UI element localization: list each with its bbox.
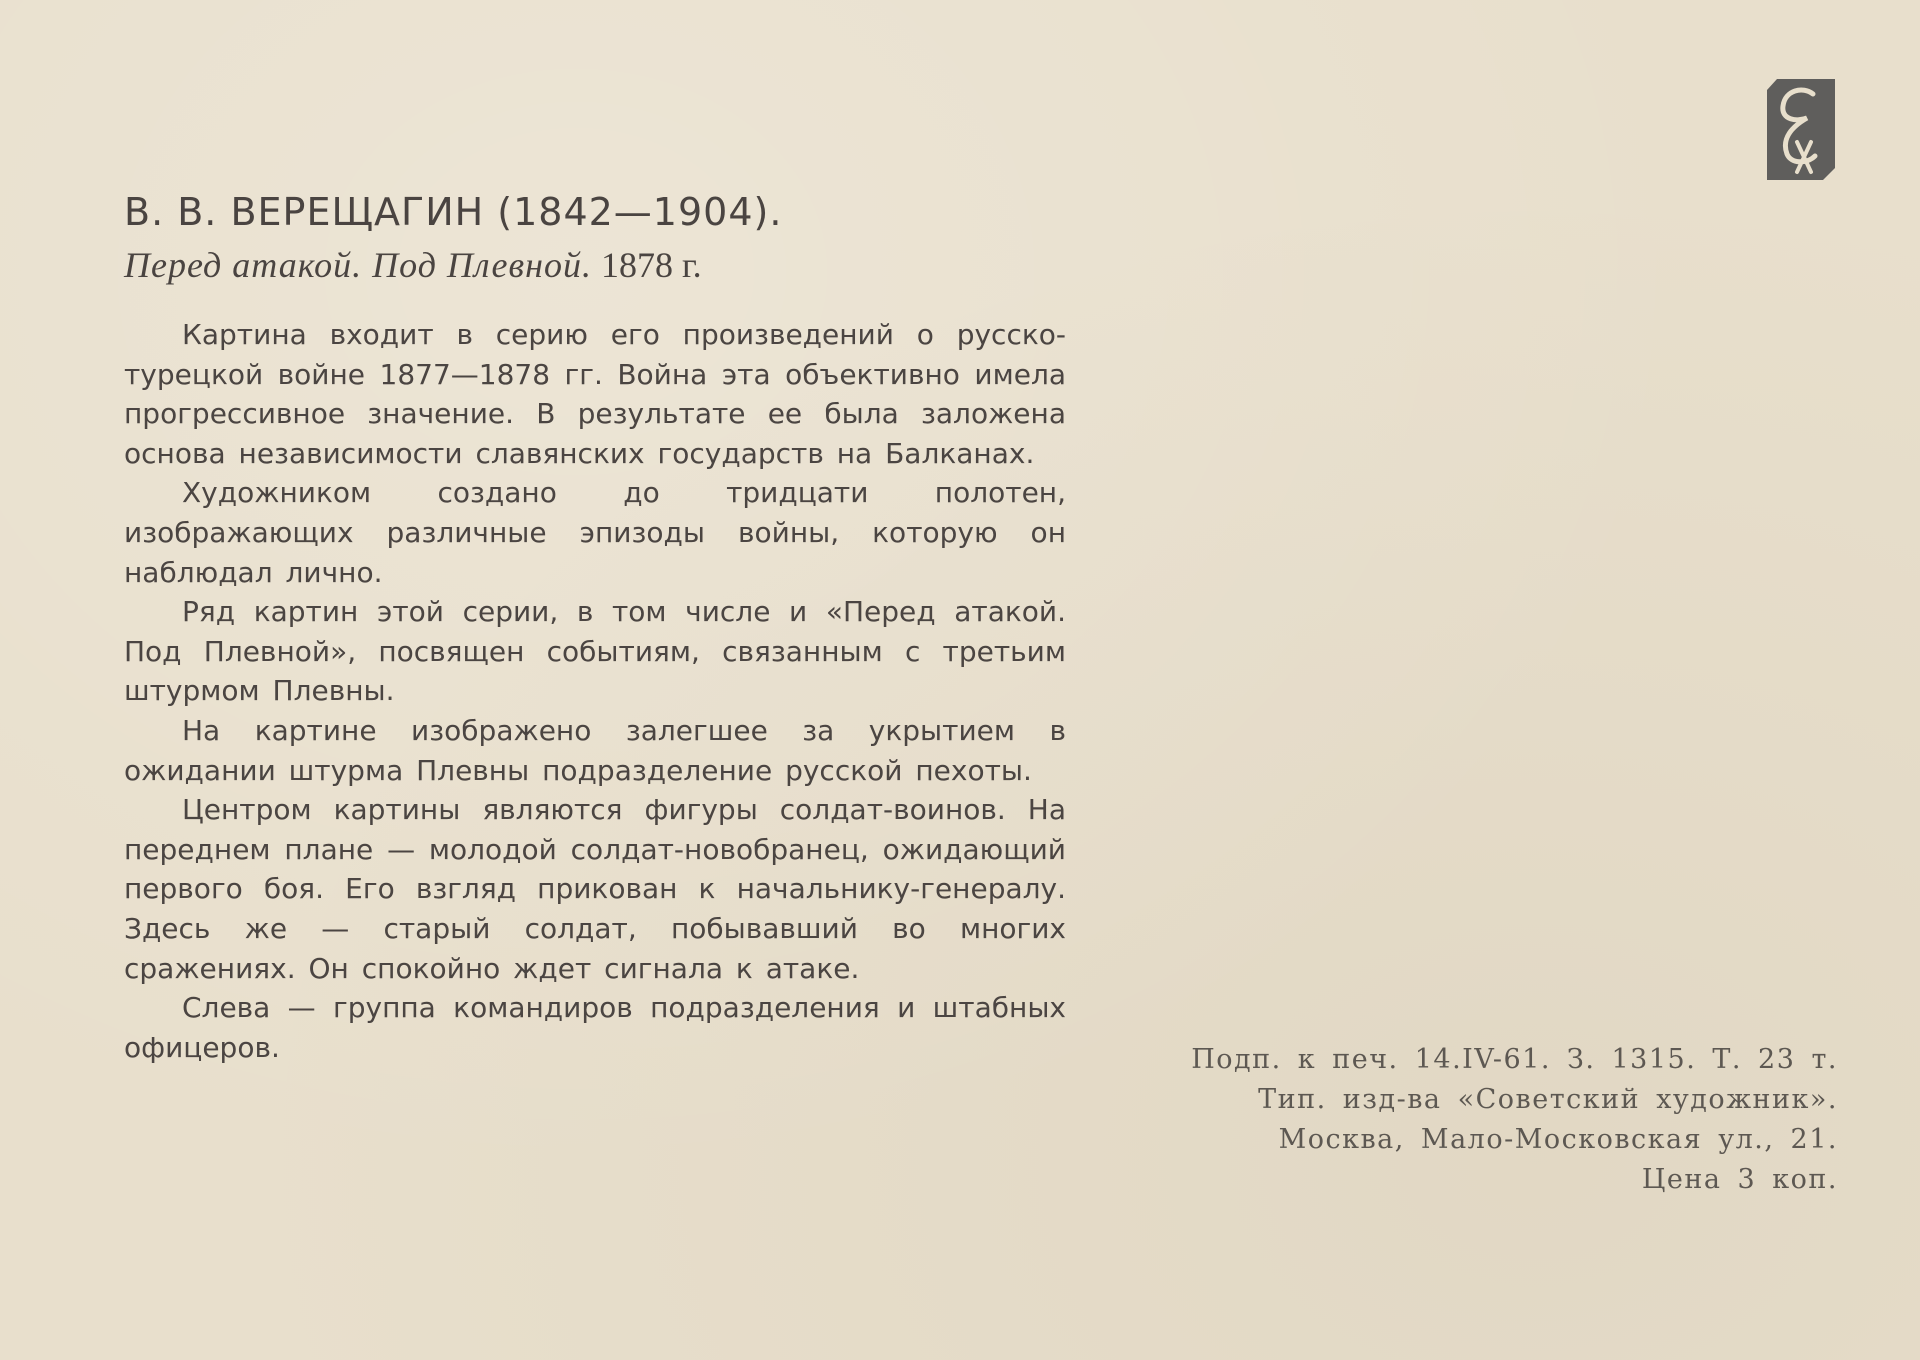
artwork-year: 1878 г. [600,245,702,285]
description-paragraph: Центром картины являются фигуры солдат-воинов. На переднем плане — молодой солдат-новобранец, ожидающий первого боя. Его взгляд прикован к начальнику-генералу. Здесь же — старый солдат, побывавший во многих сражениях. Он спокойно ждет сигнала к атаке. [124,793,1066,985]
imprint-line: Москва, Мало-Московская ул., 21. [1278,1124,1838,1155]
description-text [124,315,1066,1067]
description-paragraph: На картине изображено залегшее за укрытием в ожидании штурма Плевны подразделение русской пехоты. [124,713,1066,787]
description-paragraph: Художником создано до тридцати полотен, изображающих различные эпизоды войны, которую он наблюдал лично. [124,476,1066,589]
description-paragraph: Ряд картин этой серии, в том числе и «Перед атакой. Под Плевной», посвящен событиям, связанным с третьим штурмом Плевны. [124,595,1066,708]
imprint-line: Подп. к печ. 14.IV-61. З. 1315. Т. 23 т. [1191,1044,1838,1075]
artwork-title-line [124,244,702,286]
price-line: Цена 3 коп. [1641,1164,1838,1195]
artwork-title: Перед атакой. Под Плевной. [124,245,592,285]
artist-heading: В. В. ВЕРЕЩАГИН (1842—1904). [124,190,783,234]
imprint-line: Тип. изд-ва «Советский художник». [1258,1084,1838,1115]
printing-imprint [1118,1040,1838,1200]
description-paragraph: Картина входит в серию его произведений о русско-турецкой войне 1877—1878 гг. Война эта объективно имела прогрессивное значение. В результате ее была заложена основа независимости славянских государств на Балканах. [124,318,1066,470]
description-paragraph: Слева — группа командиров подразделения и штабных офицеров. [124,991,1066,1064]
publisher-monogram-icon [1763,76,1839,180]
